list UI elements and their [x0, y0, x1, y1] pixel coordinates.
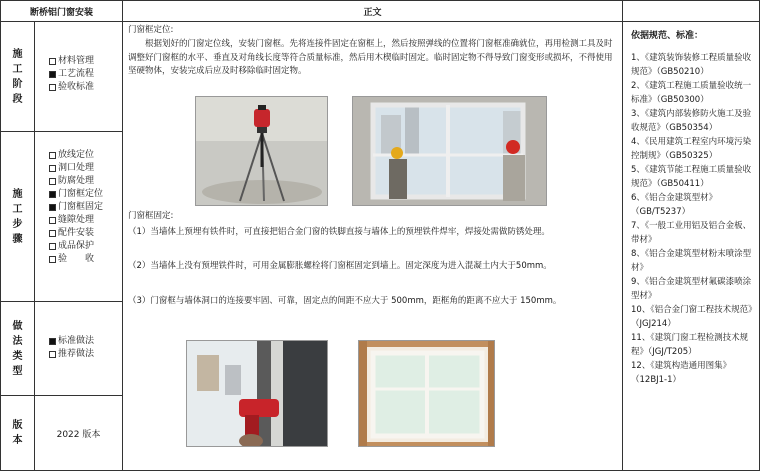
step-item[interactable] — [49, 162, 122, 175]
stage-item-materials[interactable] — [49, 55, 122, 68]
step-item-label: 配件安装 — [58, 228, 95, 238]
step-item[interactable] — [49, 201, 122, 214]
reference-item: 2、《建筑工程施工质量验收统一标准》（GB50300） — [631, 81, 752, 105]
checkbox-icon[interactable] — [49, 165, 56, 172]
reference-item: 6、《铝合金建筑型材》（GB/T5237） — [631, 193, 718, 217]
step-item[interactable] — [49, 149, 122, 162]
stage-item-label: 验收标准 — [58, 82, 95, 92]
steps-label-char: 骤 — [12, 233, 23, 245]
reference-item: 12、《建筑构造通用图集》（12BJ1-1） — [631, 361, 732, 385]
method-item-recommended[interactable] — [49, 348, 122, 361]
checkbox-checked-icon[interactable] — [49, 71, 56, 78]
header-center-title — [122, 0, 623, 22]
steps-label-char: 施 — [12, 188, 23, 200]
drilling-photo — [186, 340, 328, 447]
step-item[interactable] — [49, 175, 122, 188]
references-panel — [622, 21, 760, 471]
method-label-char: 型 — [12, 365, 23, 377]
laser-level-photo — [195, 96, 328, 206]
stage-label — [0, 21, 35, 132]
method-item-standard[interactable] — [49, 335, 122, 348]
checkbox-checked-icon[interactable] — [49, 191, 56, 198]
steps-checklist — [34, 131, 123, 302]
steps-label — [0, 131, 35, 302]
step-item[interactable] — [49, 240, 122, 253]
steps-label-char: 步 — [12, 218, 23, 230]
method-label-char: 做 — [12, 320, 23, 332]
reference-item: 3、《建筑内部装修防火施工及验收规范》（GB50354） — [631, 109, 752, 133]
reference-item: 4、《民用建筑工程室内环境污染控制规》（GB50325） — [631, 137, 752, 161]
checkbox-icon[interactable] — [49, 178, 56, 185]
checkbox-icon[interactable] — [49, 230, 56, 237]
laser-level-icon — [196, 97, 328, 206]
stage-label-char: 段 — [12, 93, 23, 105]
checkbox-icon[interactable] — [49, 256, 56, 263]
version-label-char: 版 — [12, 420, 23, 431]
section1-body: 根据划好的门窗定位线，安装门窗框。先将连接件固定在窗框上，然后按照弹线的位置将门窗框准确就位，再用检测工具及时调整好门窗框的水平、垂直及对角线长度等符合质量标准，然后用木楔临时固定。临时固定物不得导致门窗变形或损坏，不得使用坚硬物体，安装完成后应及时移除临时固定物。 — [128, 39, 613, 76]
stage-label-char: 施 — [12, 48, 23, 60]
step-item-label: 放线定位 — [58, 150, 95, 160]
checkbox-checked-icon[interactable] — [49, 338, 56, 345]
step-item-label: 门窗框固定 — [58, 202, 104, 212]
section2-p3: （3）门窗框与墙体洞口的连接要牢固、可靠，固定点的间距不应大于 500mm，距框角的距离不应大于 150mm。 — [128, 296, 562, 306]
step-item[interactable] — [49, 188, 122, 201]
stage-label-char: 工 — [12, 63, 23, 75]
version-value: 2022 版本 — [56, 429, 101, 440]
step-item[interactable] — [49, 227, 122, 240]
step-item[interactable] — [49, 253, 122, 266]
reference-item: 7、《一般工业用铝及铝合金板、带材》 — [631, 221, 752, 245]
step-item-label: 门窗框定位 — [58, 189, 104, 199]
method-item-label: 标准做法 — [58, 336, 95, 346]
method-item-label: 推荐做法 — [58, 349, 95, 359]
header-right-blank — [622, 0, 760, 22]
version-label — [0, 395, 35, 471]
frame-install-photo — [352, 96, 547, 206]
checkbox-icon[interactable] — [49, 84, 56, 91]
reference-item: 9、《铝合金建筑型材氟碳漆喷涂型材》 — [631, 277, 752, 301]
stage-item-label: 材料管理 — [58, 56, 95, 66]
steps-label-char: 工 — [12, 203, 23, 215]
stage-item-acceptance[interactable] — [49, 81, 122, 94]
stage-item-process[interactable] — [49, 68, 122, 81]
stage-label-char: 阶 — [12, 78, 23, 90]
main-content — [122, 21, 623, 471]
method-checklist — [34, 301, 123, 396]
checkbox-icon[interactable] — [49, 217, 56, 224]
header-left-title — [0, 0, 123, 22]
section2-p1: （1）当墙体上预埋有铁件时，可直接把铝合金门窗的铁脚直接与墙体上的预埋铁件焊牢，焊接处需做防锈处理。 — [128, 227, 550, 237]
reference-item: 1、《建筑装饰装修工程质量验收规范》（GB50210） — [631, 53, 752, 77]
header-left-title-text: 断桥铝门窗安装 — [29, 7, 93, 18]
reference-item: 5、《建筑节能工程施工质量验收规范》（GB50411） — [631, 165, 752, 189]
step-item[interactable] — [49, 214, 122, 227]
stage-checklist — [34, 21, 123, 132]
stage-item-label: 工艺流程 — [58, 69, 95, 79]
checkbox-checked-icon[interactable] — [49, 204, 56, 211]
references-title: 依据规范、标准： — [631, 31, 704, 41]
step-item-label: 防腐处理 — [58, 176, 95, 186]
step-item-label: 成品保护 — [58, 241, 95, 251]
checkbox-icon[interactable] — [49, 351, 56, 358]
checkbox-icon[interactable] — [49, 243, 56, 250]
method-label — [0, 301, 35, 396]
reference-item: 11、《建筑门窗工程检测技术规程》（JGJ/T205） — [631, 333, 749, 357]
header-center-title-text: 正文 — [363, 7, 382, 18]
checkbox-icon[interactable] — [49, 58, 56, 65]
section2-p2: （2）当墙体上没有预埋铁件时，可用金属膨胀螺栓将门窗框固定到墙上。固定深度为进入混凝土内大于50mm。 — [128, 261, 552, 271]
reference-item: 10、《铝合金门窗工程技术规范》（JGJ214） — [631, 305, 753, 329]
window-install-icon — [353, 97, 547, 206]
checkbox-icon[interactable] — [49, 152, 56, 159]
fixed-frame-photo — [358, 340, 495, 447]
section1-title: 门窗框定位: — [128, 25, 174, 35]
step-item-label: 验 收 — [58, 254, 95, 264]
version-label-char: 本 — [12, 435, 23, 446]
window-frame-icon — [359, 341, 495, 447]
method-label-char: 法 — [12, 335, 23, 347]
version-value-cell — [34, 395, 123, 471]
method-label-char: 类 — [12, 350, 23, 362]
reference-item: 8、《铝合金建筑型材粉末喷涂型材》 — [631, 249, 752, 273]
drill-icon — [187, 341, 328, 447]
step-item-label: 缝隙处理 — [58, 215, 95, 225]
step-item-label: 洞口处理 — [58, 163, 95, 173]
section2-title: 门窗框固定: — [128, 211, 174, 221]
